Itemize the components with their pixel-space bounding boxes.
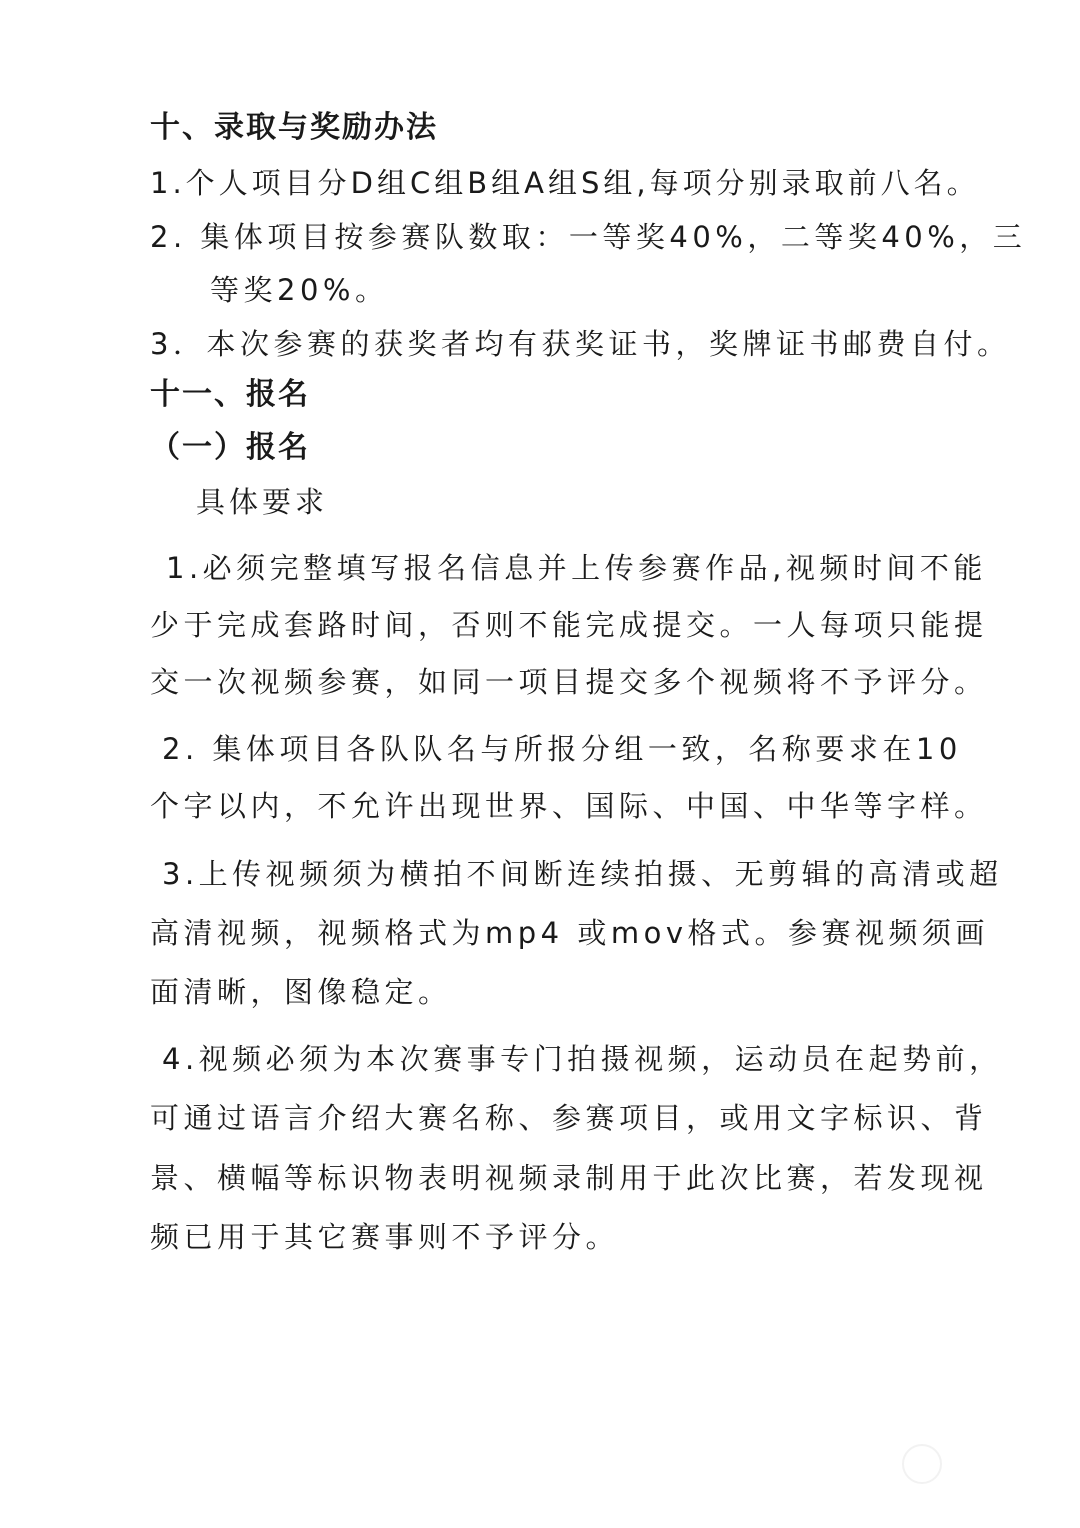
watermark-circle-icon xyxy=(902,1444,942,1484)
requirement-1-line-3: 交一次视频参赛，如同一项目提交多个视频将不予评分。 xyxy=(150,665,988,699)
requirement-4-line-4: 频已用于其它赛事则不予评分。 xyxy=(150,1220,620,1254)
requirement-1-line-2: 少于完成套路时间，否则不能完成提交。一人每项只能提 xyxy=(150,608,988,642)
requirement-4-line-3: 景、横幅等标识物表明视频录制用于此次比赛，若发现视 xyxy=(150,1161,988,1195)
requirement-3-line-1: 3.上传视频须为横拍不间断连续拍摄、无剪辑的高清或超 xyxy=(162,857,1003,891)
section-heading-awards: 十、录取与奖励办法 xyxy=(150,110,438,145)
requirement-4-line-1: 4.视频必须为本次赛事专门拍摄视频，运动员在起势前， xyxy=(162,1042,1003,1076)
requirement-3-line-2: 高清视频，视频格式为mp4 或mov格式。参赛视频须画 xyxy=(150,916,989,950)
requirements-title: 具体要求 xyxy=(196,485,329,519)
requirement-1-line-1: 1.必须完整填写报名信息并上传参赛作品,视频时间不能 xyxy=(166,551,987,585)
section-heading-registration: 十一、报名 xyxy=(150,377,310,412)
requirement-2-line-2: 个字以内，不允许出现世界、国际、中国、中华等字样。 xyxy=(150,789,988,823)
requirement-3-line-3: 面清晰，图像稳定。 xyxy=(150,975,452,1009)
requirement-4-line-2: 可通过语言介绍大赛名称、参赛项目，或用文字标识、背 xyxy=(150,1101,988,1135)
award-rule-3: 3．本次参赛的获奖者均有获奖证书，奖牌证书邮费自付。 xyxy=(150,327,1011,361)
requirement-2-line-1: 2. 集体项目各队队名与所报分组一致，名称要求在10 xyxy=(162,732,962,766)
award-rule-2-line-1: 2. 集体项目按参赛队数取：一等奖40%，二等奖40%，三 xyxy=(150,220,1027,254)
subsection-heading-registration: （一）报名 xyxy=(150,430,310,465)
award-rule-1: 1.个人项目分D组C组B组A组S组,每项分别录取前八名。 xyxy=(150,166,980,200)
award-rule-2-line-2: 等奖20%。 xyxy=(210,273,389,307)
